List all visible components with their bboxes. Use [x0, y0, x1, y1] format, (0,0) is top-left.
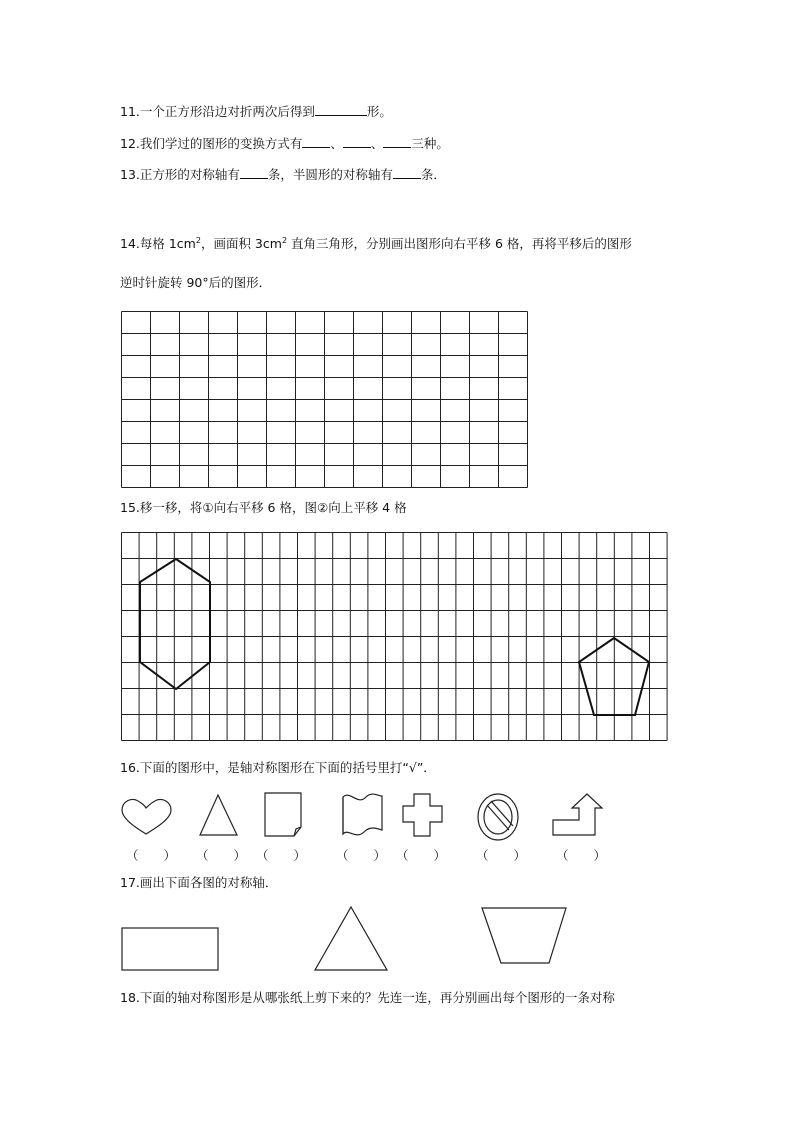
q12-sep-1: 、 — [330, 136, 343, 151]
q16-text: 16.下面的图形中，是轴对称图形在下面的括号里打“√”． — [120, 760, 436, 775]
hexagon-shape-1 — [140, 559, 210, 689]
q13-blank-1[interactable] — [240, 166, 268, 179]
question-12 — [120, 135, 449, 152]
q14-sup-1: 2 — [195, 236, 201, 245]
q11-text: 11.一个正方形沿边对折两次后得到 — [120, 104, 315, 119]
q16-paren-2[interactable]: （ ） — [196, 848, 247, 863]
q17-triangle — [315, 907, 387, 970]
question-15 — [120, 500, 407, 516]
q12-blank-3[interactable] — [383, 135, 411, 148]
no-sign-icon — [478, 794, 518, 840]
q18-text: 18.下面的轴对称图形是从哪张纸上剪下来的？先连一连，再分别画出每个图形的一条对称 — [120, 990, 615, 1005]
q16-paren-3[interactable]: （ ） — [256, 848, 307, 863]
q17-rectangle — [122, 928, 218, 970]
question-13 — [120, 166, 446, 183]
cross-icon — [403, 794, 442, 836]
wavy-flag-icon — [343, 794, 382, 835]
q13-text: 13.正方形的对称轴有 — [120, 167, 240, 182]
folded-paper-icon — [265, 793, 301, 836]
question-17 — [120, 875, 277, 891]
q14-sup-2: 2 — [281, 236, 288, 245]
q16-paren-4[interactable]: （ ） — [336, 848, 387, 863]
q15-grid[interactable] — [121, 532, 669, 744]
q12-blank-1[interactable] — [302, 135, 330, 148]
q11-blank[interactable] — [315, 103, 367, 116]
heart-icon — [122, 799, 171, 834]
question-18 — [120, 990, 615, 1006]
q15-text: 15.移一移，将①向右平移 6 格，图②向上平移 4 格 — [120, 500, 407, 515]
q14-text-2: ，画面积 3cm — [200, 236, 282, 252]
q16-paren-7[interactable]: （ ） — [556, 848, 607, 863]
q16-paren-5[interactable]: （ ） — [396, 848, 447, 863]
q14-text-line-2: 逆时针旋转 90°后的图形． — [120, 275, 272, 290]
q11-text-end: 形。 — [366, 104, 392, 119]
q14-text-3: 直角三角形，分别画出图形向右平移 6 格，再将平移后的图形 — [287, 236, 632, 252]
q12-sep-2: 、 — [370, 136, 384, 151]
q13-blank-2[interactable] — [393, 166, 421, 179]
q13-text-mid: 条，半圆形的对称轴有 — [267, 167, 393, 182]
q17-trapezoid — [482, 908, 566, 963]
bent-arrow-icon — [553, 794, 602, 835]
q16-paren-6[interactable]: （ ） — [476, 848, 527, 863]
question-14 — [120, 233, 632, 252]
q13-text-end: 条． — [420, 167, 446, 182]
q12-text: 12.我们学过的图形的变换方式有 — [120, 136, 303, 151]
q17-text: 17.画出下面各图的对称轴． — [120, 875, 278, 890]
question-16 — [120, 760, 436, 776]
q14-grid[interactable] — [121, 311, 529, 488]
q12-blank-2[interactable] — [343, 135, 371, 148]
q12-text-end: 三种。 — [411, 136, 449, 151]
triangle-icon — [200, 795, 237, 835]
q16-paren-1[interactable]: （ ） — [126, 848, 177, 863]
q14-text-1: 14.每格 1cm — [120, 236, 196, 252]
question-11 — [120, 103, 392, 120]
question-14-line-2 — [120, 275, 271, 291]
